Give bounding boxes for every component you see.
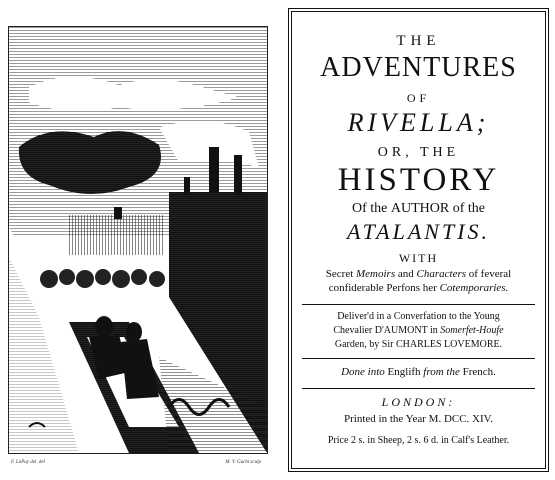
somerset-text: Somerfet-Houfe xyxy=(440,325,504,336)
of-the-text-2: of the xyxy=(452,201,485,216)
title-adventures: ADVENTURES xyxy=(320,52,517,83)
price-line: Price 2 s. in Sheep, 2 s. 6 d. in Calf's Leather. xyxy=(327,435,510,446)
title-of-author xyxy=(292,202,545,216)
done-text: Done into xyxy=(341,366,385,378)
deliverd-line: Deliver'd in a Converfation to the Young xyxy=(337,311,500,322)
title-or-the: OR, THE xyxy=(377,145,460,160)
characters-text: Characters xyxy=(416,268,467,280)
cotemporaries-text: Cotemporaries. xyxy=(439,282,509,294)
rule-2 xyxy=(302,358,535,359)
lovemore-text: CHARLES LOVEMORE. xyxy=(395,339,503,350)
garden-text: Garden, by Sir xyxy=(334,339,394,350)
title-history: HISTORY xyxy=(337,162,500,198)
title-rivella: RIVELLA; xyxy=(347,108,490,137)
author-text: AUTHOR xyxy=(390,201,450,216)
chevalier-line xyxy=(292,326,545,336)
engraver-credit-right: M. V. Gucht sculp xyxy=(225,460,261,465)
title-atalantis: ATALANTIS. xyxy=(346,219,491,244)
rule-3 xyxy=(302,388,535,389)
of-several-text: of feveral xyxy=(468,268,512,280)
title-page-inner-border xyxy=(291,11,546,469)
frontispiece-engraving xyxy=(8,26,268,465)
french-text: French. xyxy=(462,366,496,378)
rule-1 xyxy=(302,304,535,305)
considerable-text: confiderable Perfons her xyxy=(328,282,437,294)
title-with: WITH xyxy=(398,251,439,265)
garden-line xyxy=(292,340,545,350)
memoirs-text: Memoirs xyxy=(356,268,396,280)
chevalier-text: Chevalier D'AUMONT in xyxy=(333,325,438,336)
engraving-illustration xyxy=(9,27,267,453)
english-text: Englifh xyxy=(387,366,421,378)
london-line: LONDON: xyxy=(381,395,456,409)
done-into-line xyxy=(292,367,545,378)
considerable-line xyxy=(292,283,545,294)
title-of: OF xyxy=(406,91,431,105)
secret-text: Secret xyxy=(325,268,354,280)
title-the: THE xyxy=(396,33,441,49)
title-page xyxy=(288,8,549,472)
from-the-text: from the xyxy=(423,366,460,378)
engraver-credit-left: F. LaPuy del. del xyxy=(11,460,45,465)
of-the-text: Of the xyxy=(352,201,388,216)
printed-line: Printed in the Year M. DCC. XIV. xyxy=(344,413,493,425)
and-text: and xyxy=(397,268,414,280)
secret-memoirs-line xyxy=(292,269,545,280)
